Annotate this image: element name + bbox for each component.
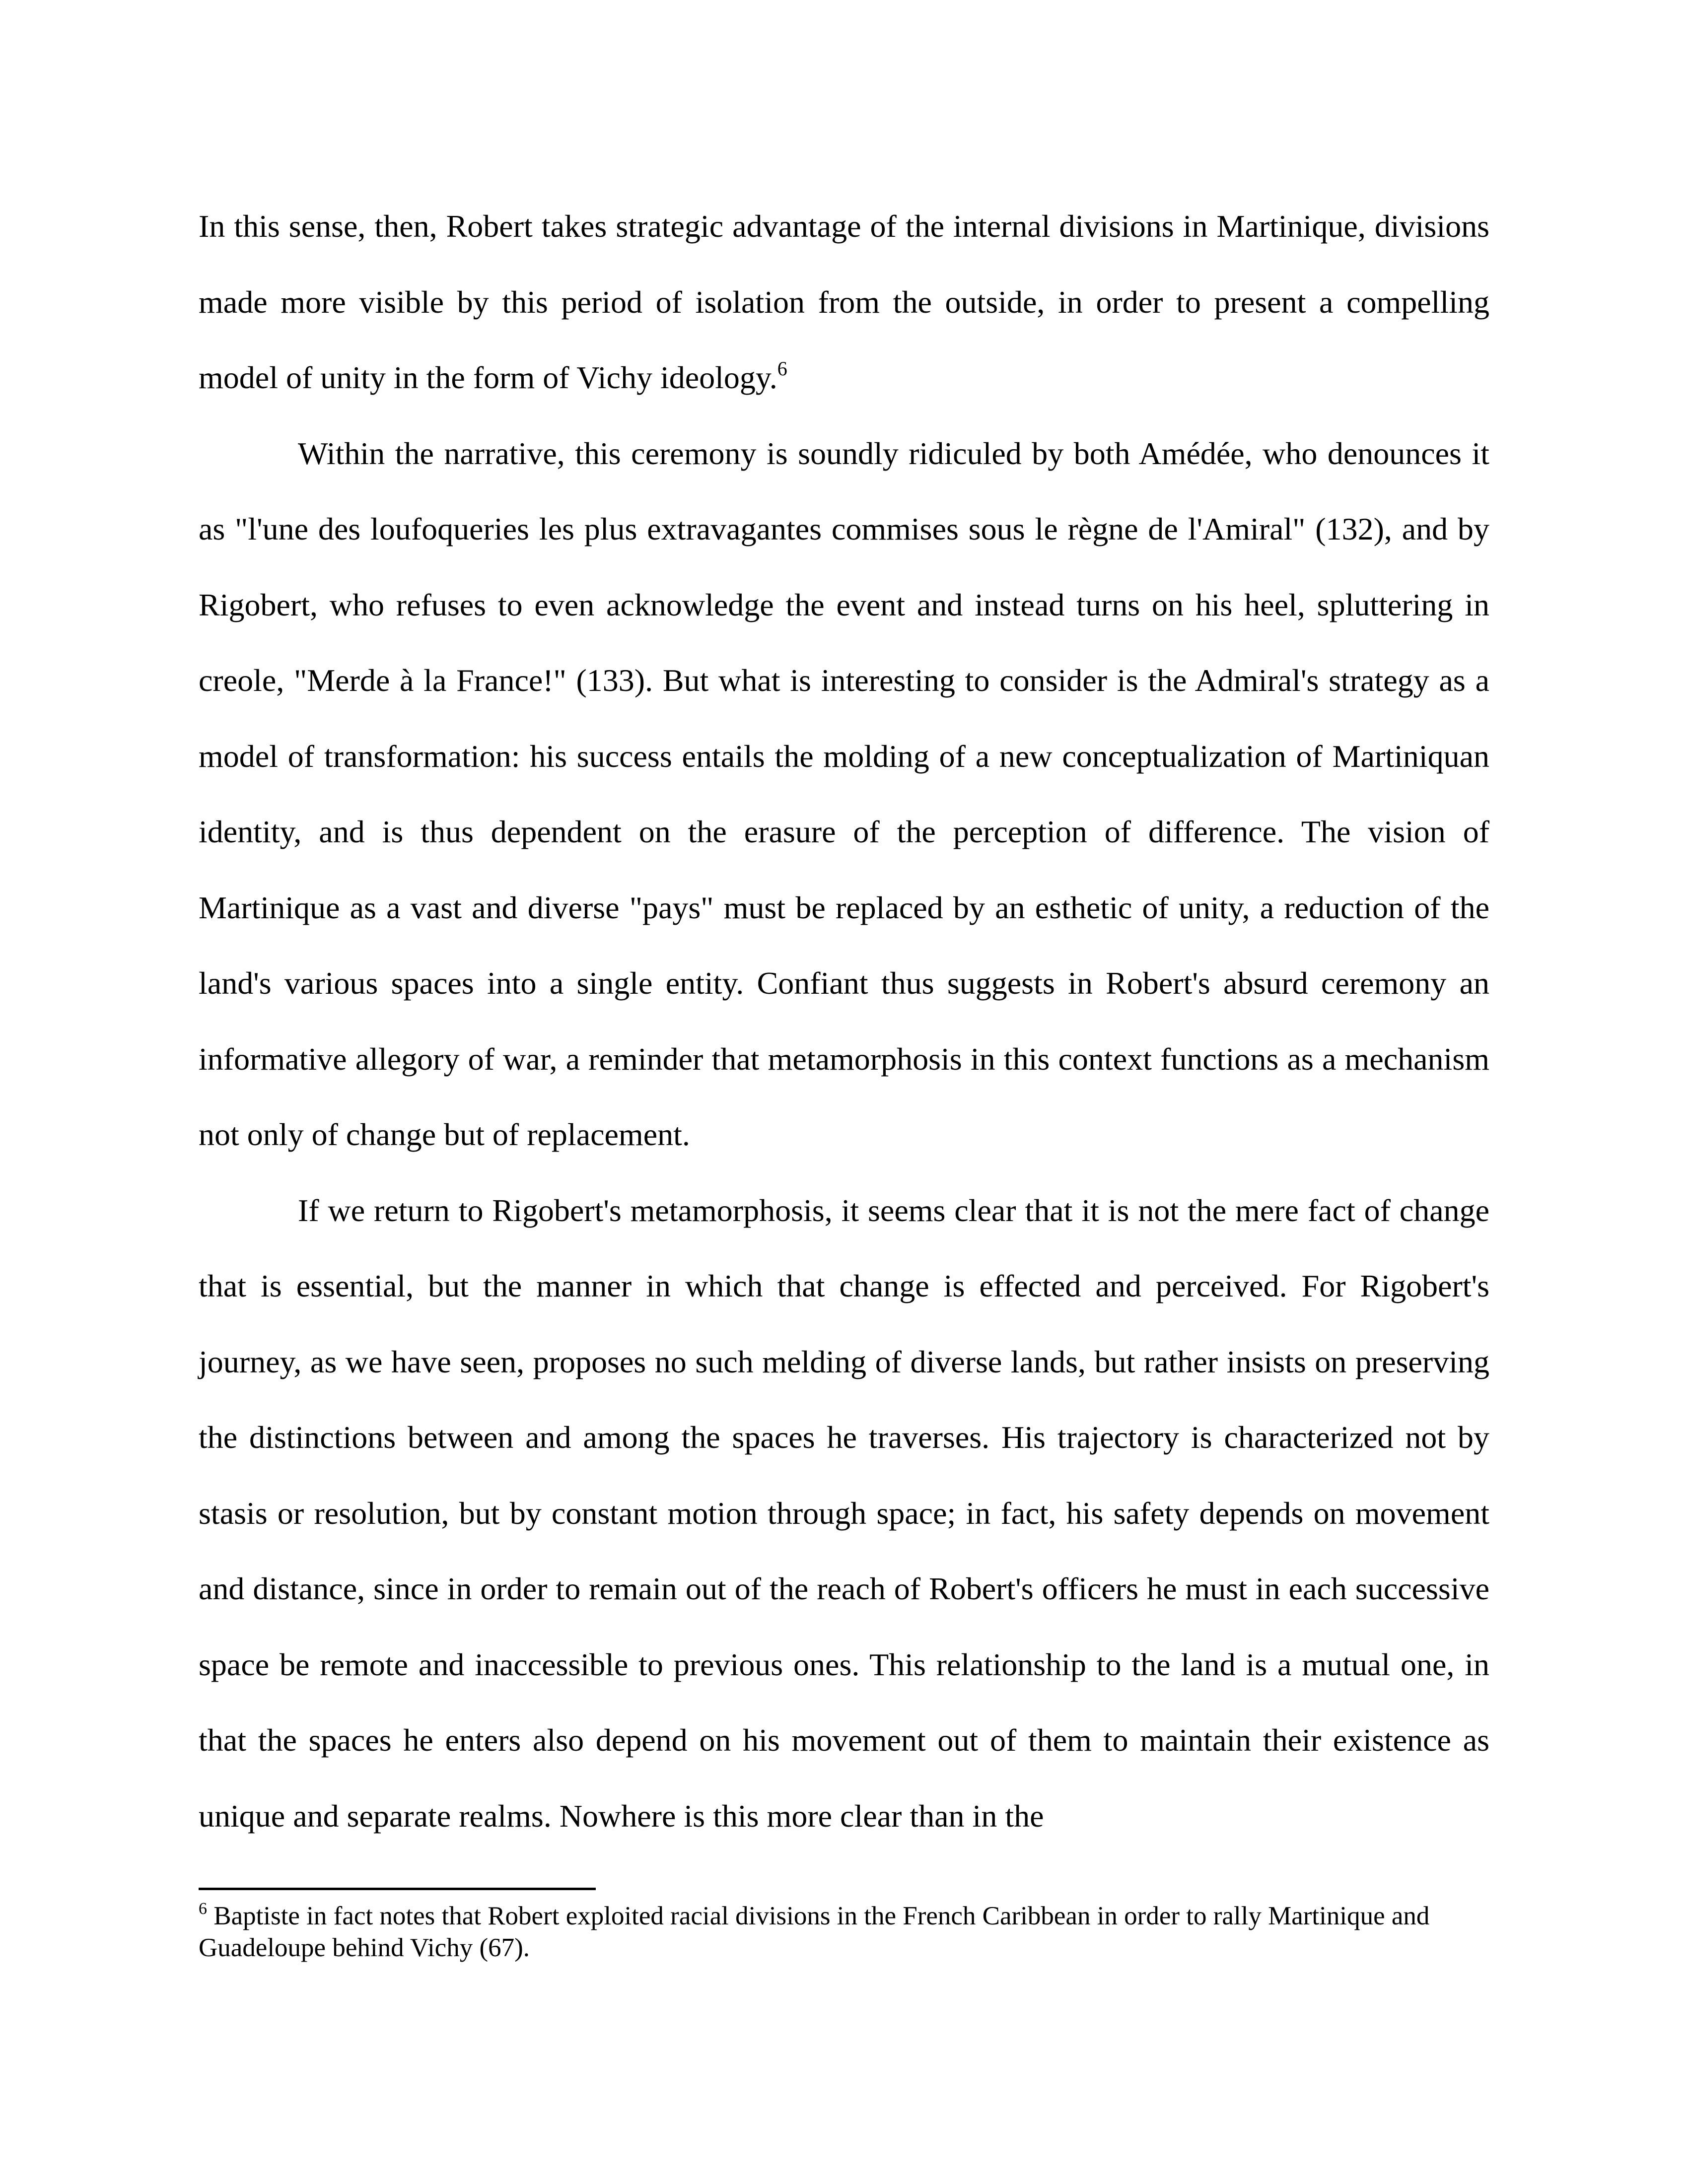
paragraph-1	[199, 189, 1489, 416]
paragraph-2: Within the narrative, this ceremony is soundly ridiculed by both Amédée, who denounces it as "l'une des loufoqueries les plus extravagantes commises sous le règne de l'Amiral" (132), and by Rigobert, who refuses to even acknowledge the event and instead turns on his heel, spluttering in creole, "Merde à la France!" (133). But what is interesting to consider is the Admiral's strategy as a model of transformation: his success entails the molding of a new conceptualization of Martiniquan identity, and is thus dependent on the erasure of the perception of difference. The vision of Martinique as a vast and diverse "pays" must be replaced by an esthetic of unity, a reduction of the land's various spaces into a single entity. Confiant thus suggests in Robert's absurd ceremony an informative allegory of war, a reminder that metamorphosis in this context functions as a mechanism not only of change but of replacement.	[199, 435, 1489, 1152]
footnote-text: Baptiste in fact notes that Robert exploited racial divisions in the French Caribbean in order to rally Martinique and Guadeloupe behind Vichy (67).	[199, 1902, 1430, 1962]
footnote	[199, 1900, 1489, 1964]
paragraph-1-text: In this sense, then, Robert takes strategic advantage of the internal divisions in Martinique, divisions made more visible by this period of isolation from the outside, in order to present a compelling model of unity in the form of Vichy ideology.	[199, 208, 1489, 395]
footnote-separator	[199, 1888, 596, 1890]
body-text	[199, 189, 1489, 1854]
footnote-reference[interactable]: 6	[777, 357, 787, 380]
paragraph-3: If we return to Rigobert's metamorphosis, it seems clear that it is not the mere fact of change that is essential, but the manner in which that change is effected and perceived. For Rigobert's journey, as we have seen, proposes no such melding of diverse lands, but rather insists on preserving the distinctions between and among the spaces he traverses. His trajectory is characterized not by stasis or resolution, but by constant motion through space; in fact, his safety depends on movement and distance, since in order to remain out of the reach of Robert's officers he must in each successive space be remote and inaccessible to previous ones. This relationship to the land is a mutual one, in that the spaces he enters also depend on his movement out of them to maintain their existence as unique and separate realms. Nowhere is this more clear than in the	[199, 1192, 1489, 1834]
footnote-number: 6	[199, 1900, 207, 1918]
